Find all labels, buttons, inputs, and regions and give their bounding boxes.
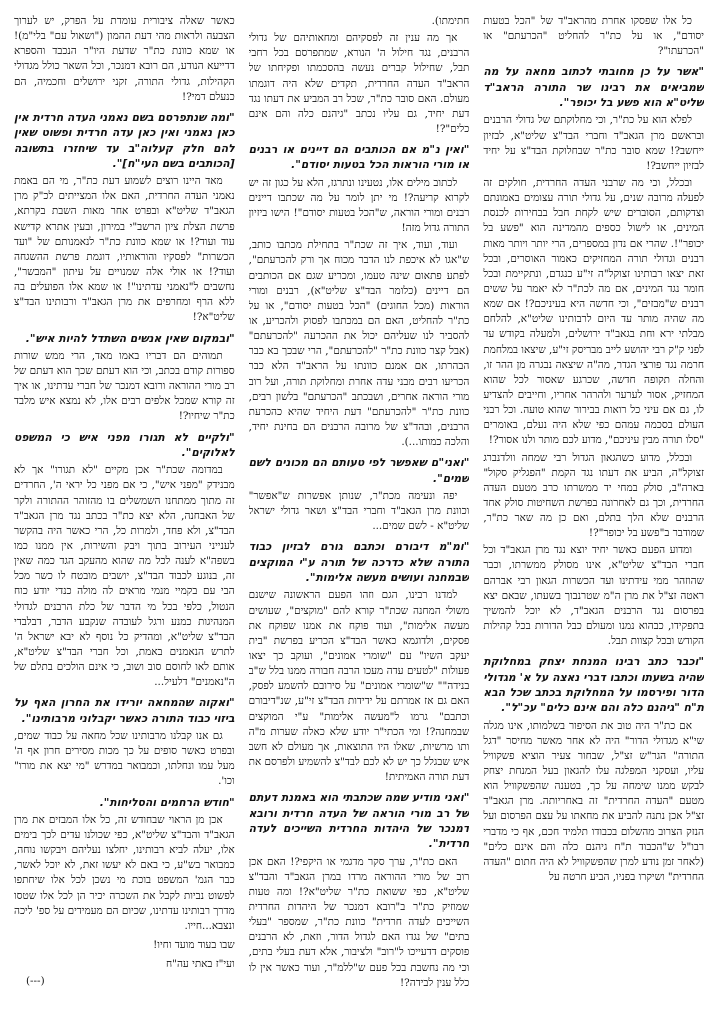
end-mark: (---) [25, 975, 45, 988]
paragraph: ועוד, ועוד, איך זה שכת"ר בתחילת מכתבו כותב, ש"אגו לא איכפת לנו הדבר מכוח אך ורק להכרעתם", לפתע פתאום שינה טעמו, ומכריע שגם אם הכותבים הם דיינים (כלומר הבד"צ שליט"א), רבנים ומורי הוראות (מכל החוגים) "הכל בטעות יסודם", או על כת"ר להחליט, האם הם במכתבו לפסוק ולהכריע, או להסביר לנו שעליהם יכול את ההכרעה "להכרעתם" (אבל קצר כוונת כת"ר "להכרעתם", הרי שבכך בא כבר הבהרתו, אם אמנם כוונתו על הראב"ד הלא כבר הכריעו רבים מבני עדה אחרת ומחלוקת תורה, ועל רוב מורי הוראה אחרים, ושבכתב "הכרעתם" בלשון רבים, כוונת כת"ר "להכרעתם" דעת היחיד שהיא כהכרעת הרבנים, ובהד"צ של מרובה הרבנים הם בחינת יחיד, והלכה כמותו...). [248, 239, 470, 449]
quoted-heading: "אשר על כן מחובתי לכתוב מחאה על מה שמביאים את רבינו שר התורה הראב"ד שליט"א הוא פשע בל יכופר". [483, 65, 704, 110]
paragraph-continued: כאשר שאלה ציבורית עומדת על הפרק, יש לערוך הצבעה ולראות מהי דעת ההמון ("ושאול עם" בלי"מ)! או שמא כוונת כת"ר שדעת היו"ר הנכבד והספרא דדייעא הנודע, הם רובא דמנכר, וכל השאר כולל מגדולי הקהילות, גדולי התורה, זקני ירושלים וחכמיה, הם כנעלם דמי?! [13, 15, 235, 103]
quoted-heading: "ולקיים לא תגורו מפני איש כי המשפט לאלוקים". [13, 430, 235, 459]
paragraph: יפה ונעימה מכת"ר, שנותן אפשרות ש"אפשר" וכוונת מרן הגאב"ד וחברי הבד"צ ושאר גדולי ישראל שליט"א - לשם שמים... [248, 489, 470, 533]
paragraph: לכתוב מילים אלו, נטעינו ונתרגז, הלא על כגון זה יש לקרוא קריעה?! מי יתן לומר על מה שכתבו דיינים רבנים ומורי הוראה, ש"הכל בטעות יסודם"! הישו ביזיון התורה גדול מזה! [248, 176, 470, 235]
paragraph: תמוהים הם דבריו באמו מאד, הרי ממש שורות ספורות קודם בכתב, וכי הוא דעתם שכך הוא דעתם של רב מורי ההוראה ורובא דמנכר של חברי עדתינו, או איך זה קורא שמכל אלפים רבים אלו, לא נמצא איש מלבד כת"ר שיחיו?! [13, 349, 235, 423]
quoted-heading: "ואקוה שהמחאה יורידו את החרון האף על ביזוי כבוד התורה כאשר יקבלוני מרבותינו". [13, 696, 235, 725]
paragraph: ובכלל, וכי מה שרבני העדה החרדית, חולקים זה לפעלה מרובה שנים, על גדולי תורה עצומים באמונתם וצדקותם, הסוברים שיש לקחת חבל בבחירות לכנסת המינים, או לישול כספים מהמדינה הוא "פשע בל יכופר"!. שהרי אם נדון במספרים, הרי יותר ויותר מאות רבנים וגדולי תורה המחזיקים כאמור האוסרים, ובכל זאת יצאו רבותינו זצוקל"ה זי"ע כנגדם, ונתקיימת ובכל חומר נגד המינים, אם מה לכת"ר לא יאמר על ששים רבנים ש"מבזים", וכי חדשה היא בעיניכם?! אם שמא מה שהיה מותר עד היום לרבותינו שליט"א, להלחם מבלתי ירא וחת בגאב"ד ירושלים, ולמעלה בקודש עד לפני ק"ק רבי יהושע לייב מבריסק זי"ע, שיצאו במלחמת חרמה נגד פורצי הגדר, מה"ה שיצאה נבגרה מן ההר זו, והחלה תקופה חדשה, שכרגע שאסור לכל שהוא המחזיק, אסור לערער ולהרהר אחריו, וחייבים להצדיע לו, גם אם עיני כל רואות בבירור שהוא טועה. וכל רבני העולם בסכמה עמהם כפי שלא היה נעלם, באומרים "סלו תורה מבין עיניכם", מדוע לכם מותר ולנו אסור?! [483, 176, 704, 447]
paragraph: מאד היינו רוצים לשמוע דעת כת"ר, מי הם באמת נאמני העדה החרדית, האם אלו המצייתים לכ"ק מרן הגאב"ד שליט"א ובפרט אחר מאות השבת בקרתא, פרשת הצלת ציון הרשב"י במירון, ובעין אתרא קדישא עוד ועוד?! או שמא כוונת כת"ר לנאמנותם של "ועד הכשרות" לפסקיו והוראותיו, דוגמת פרשת ההשגחה ועוד?! או אולי אלה שמנויים על עיתון "המבשר", נחשבים ל"נאמני עדתינו"! או שמא אלו הפועלים בה ללא הרף ומחרפים את מרן הגאב"ד ורבותינו הבד"צ שליט"א?! [13, 175, 235, 324]
paragraph: לפלא הוא על כת"ר, וכי מחלוקתם של גדולי הרבנים ובראשם מרן הגאב"ד וחברי הבד"צ שליט"א, לבזיון ייחשב?! שמא סובר כת"ר שבחלוקת הבד"צ על יחיד לבזיון ייחשב?! [483, 114, 704, 172]
paragraph: ובכלל, מדוע כשהגאון הגדול רבי שמחה וולדנברג זצוקל"ה, הביע את דעתו נגד הקמת "הפגליק סקול" בארה"ב, סולק במחי יד ממשרתו כרב מטעם העדה החרדית, וכך גם לאחרונה בפרשת השחיטות סולק אחד הרבנים שלא הלך בתלם, ואם כן מה שאר כת"ר, שמודבר ב"פשע בל יכופר"?! [483, 451, 704, 540]
paragraph: אם כת"ר היה טוב את הסיפור בשלמותו, אינו מגלה שי"א מגדולי הדור" היה לא אחר מאשר מחיסר "דגל התורה" הגר"ש זצ"ל, שבחור צעיר הוציא פשקוויל עליו, ועסקני המפלגה עלו להגאון בעל המנחת יצחק לבקש ממנו שימחה על כך, בטענה שהפשקוויל הוא מטעם "העדה החרדית" זה באחריותה. מרן הגאב"ד זצ"ל אכן נתנה להביע את מחאתו על עצם הפרסום ועל הנזק הצרוב מהשלום בכבודו תלמיד חכם, אף כי מדברי רבו"ל ש"הכבוד ת"ח גיהנם כלה והם אינם כלים" (לאחר זמן נודע למרן שהפשקוויל לא היה חתום "העדה החרדית" ושיקרו בפניו, הביע חרטה על [483, 719, 704, 884]
paragraph: האם כת"ר, ערך סקר מדגמי או היקפי?! האם אכן רוב של מורי ההוראה מרדו במרן הגאב"ד והבד"צ שליט"א, כפי ששואת כת"ר שליט"א?! ומה טעות שמוזיק כת"ר ב"רובא דמנכר של היהדות החרדית השייכים לעדה חרדית" כוונת כת"ר, שמספר "בעלי בתים" של נגדו האם לגדול הדור, וזאת, לא הרבנים פוסקים דדעייכו ל"רוב" ולציבור, אלא דעת בעלי בתים, וכי מה נחשבת בכל פעם ש"ללמ"ר, ועוד כאשר אין לו כלל ענין לבידה?! [248, 855, 470, 989]
text-column-right [483, 14, 704, 999]
text-column-left [14, 14, 235, 999]
quoted-heading: "וכבר כתב רבינו המנחת יצחק במחלוקת שהיה בשעתו וכתבו דברי נאצה על א' מגדולי הדור ופירסמו על המחלוקת בכתב שכל הבא ת"ח "גיהנם כלה והם אינם כלים" עכ"ל". [483, 655, 704, 715]
quoted-heading: "ואני"ם שאפשר לפי טעותם הם מכונים לשם שמים". [248, 456, 470, 485]
paragraph: אכן מן הראוי שבחודש זה, כל אלו המבזים את מרן הגאב"ד והבד"צ שליט"א, כפי שכולנו עדים לכך בימים אלו, יעלה לביא רבותינו, יחלצו נעליהם ויבקשו נוחה, כמבואר בש"ע, כי באם לא יעשו זאת, לא יוכל לאשר, כבר הגמ' המשפט בוכת מי נשכן לכל אלו שיחתפו לפשוט נביות לקבל את השכרה יכיר הן לכל אלו שטסו מדרך רבותינו עדתינו, שכיום הם מעמידים על ספ' ליכה ונצבא...חייו. [13, 813, 235, 932]
paragraph: אך מה ענין זה לפסקיהם ומחאותיהם של גדולי הרבנים, נגד חילול ה' הנורא, שמתפרסם בכל רחבי תבל, שחילול קברים נעשה בהסכמתו ופקיחתו של הראב"ד העדה החרדית, תקדים שלא היה דוגמתו מעולם. האם סובר כת"ר, שכל רב המביע את דעתו נגד דעת יחיד, גם עליו נכתב "גיהנם כלה והם אינם כלים"?! [248, 32, 470, 135]
closing-line: שבו בעוד מועד וחיו! [153, 939, 235, 952]
paragraph: כל אלו שפסקו אחרת מהראב"ד של "הכל בטעות יסודם", או על כת"ר להחליט "הכרעתם" או "הכרעתו"? [483, 15, 704, 58]
quoted-heading: "ואין נ"מ אם הכותבים הם דיינים או רבנים או מורי הוראות הכל בטעות יסודם". [248, 143, 470, 172]
paragraph: ומדוע הפעם כאשר יחיד יוצא נגד מרן הגאב"ד וכל חברי הבד"צ שליט"א, אינו מסולק ממשרתו, וכבר שהוזהר ממי עידתינו ועד הכשרות הגאון רבי אברהם ראטה זצ"ל את מרן ה"מ שטרנבוך בשעתו, שבאם יצא בפרסום נגד הרבנים הגאב"ד, לא יוכל להמשיך בתפקידו, כבהוא נמנו ומעולם כבל הדורות בכל קהילות הקודש ובכל קצוות תבל. [483, 544, 704, 648]
paragraph: במדומה שכת"ר אכן מקיים "לא תגורו" אך לא מבנידק "מפני איש", כי אם מפני כל יראי ה', החרדים זה מתוך ממתחנו השמשלים בו מהזוהר ההתורה ולקר של האבחנה, הלא יצא כת"ר בכתב נגד מרן הגאב"ד הבד"צ, ולא פחד, ולמרות כל, הרי כאשר היה בהקשר לענייני העירוב בתוך ויבק והשירות, אין ממנו כמו בשפה"א לענה לכל מה שהוא מהעקב הגד כמה שאין זה, בנוגע לכבוד הבד"צ, יושבים מובטח לו כשר מכל הבי עם בקמיי מנמי מראים לה מולה כנדי יודע כוח הנטול, כלפי בכל מי הדבר של כלת הרבנים לגדולי המנהיגות כמנע ורגל לעובדה שנקבע הדבר, דבלבדי הבד"צ שליט"א, ומהדיק כל נוסף לא יבא ישראל ה' לתרש הנאמנים באמת, וכל חברי הבד"צ שליט"א, אותם לאו לחוסם סוב ושוב, כי אינם הולכים בתלם של ה"נאמנים" דלעיל... [13, 464, 235, 689]
paragraph: למדנו רבינו, הגם וזהו הפעם הראשונה שישנם משולי המחנה שכת"ר קורא להם "מוקצים", שעושים מעשה אלימות", ועוד פוקח את אמנו שפוקח את פסקים, ולדוגמא כאשר הבד"צ הכריע בפרשת "בית יעקב השיו" עם "שומרי אמונים", ועוקב כך יצאו פעולות "לטעים עדה מעכו הרבה חבורה ממנו בלל ש"ב בנידה"" ש"שומרי אמונים" על סירובם להשמע לפסק, האם גם אז אמרתם על ידידות הבד"צ זי"ע, שנ"דיבורם וכתבם" גרמו ל"מעשה אלימות" ע"י המוקצים שבמחנה?! ומי הכתי"ר יודע שלא כאלה שערות מ"ה ותו מרשיות, שאלו היו התוצאות, אך מעולם לא חשב איש שבגלל כך יש לא לכם לבד"צ להשמיע ולפרסם את דעת תורה האמיתית! [248, 589, 470, 784]
quoted-heading: "חודש הרחמים והסליחות". [99, 795, 235, 809]
closing-line: ועי"ז באתי עה"ח [166, 958, 235, 971]
quoted-heading: "ומ"מ דיבורם וכתבם גורם לבזיון כבוד התורה שלא כדרכה של תורה ע"י המוקצים שבמחנה ועושים מעשה אלימות". [248, 540, 470, 585]
quoted-heading: "ואני מודיע שמה שכתבתי הוא באמנת דעתם של רב מורי הוראה של העדה חרדית ורובא דמנכר של היהדות החרדית השייכים לעדה חרדית". [248, 791, 470, 851]
quoted-heading: "ובמקום שאין אנשים השתדל להיות איש". [25, 331, 235, 345]
quoted-heading: "ומה שנתפרסם בשם נאמני העדה חרדית אין כאן נאמני ואין כאן עדה חרדית ופשוט שאין להם חלק קעלוה"ב עד שיחזרו בתשובה [הכותבים בשם העי"ח]". [13, 110, 235, 170]
paragraph: גם אנו קבלנו מרבותינו שכל מחאה על כבוד שמים, ובפרט כאשר סופים על כך מכות מסירים חרון אף ה' מעל עמו ונחלתו, וכמבואר במדרש "מי יצא את מורו" וכו'. [13, 730, 235, 788]
text-column-middle [249, 14, 470, 999]
paragraph-continued: חתימתו). [431, 15, 470, 27]
